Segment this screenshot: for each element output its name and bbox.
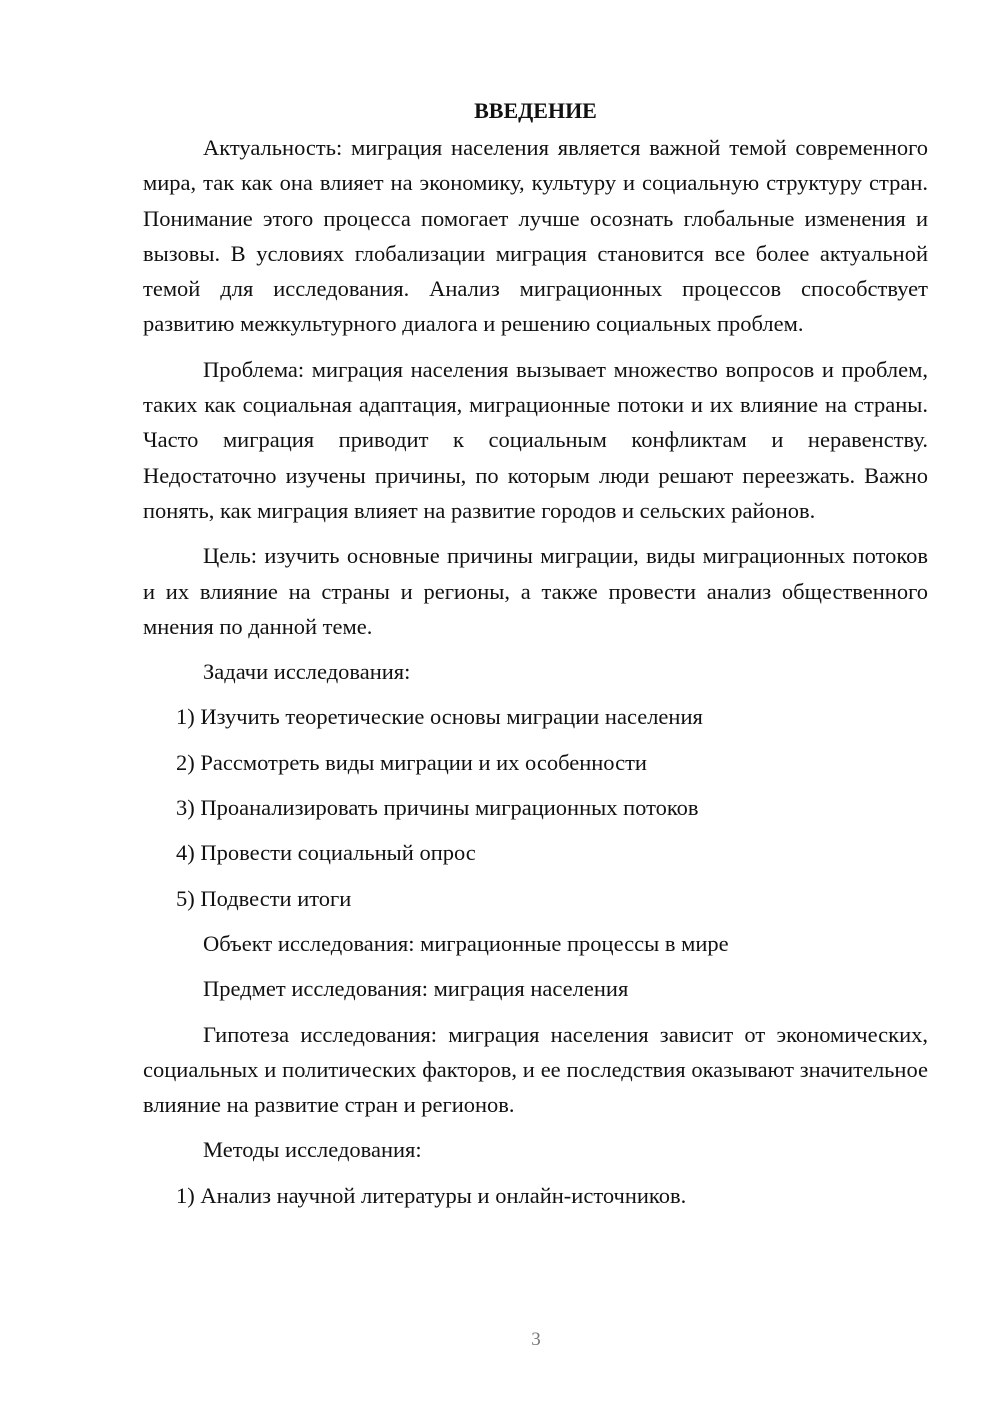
relevance-paragraph: Актуальность: миграция населения является важной темой современного мира, так как она влияет на экономику, культуру и социальную структуру стран. Понимание этого процесса помогает лучше осознать глобальные изменения и вызовы. В условиях глобализации миграция становится все более актуальной темой для исследования. Анализ миграционных процессов способствует развитию межкультурного диалога и решению социальных проблем. <box>143 135 928 337</box>
task-item: 3) Проанализировать причины миграционных потоков <box>176 795 699 821</box>
tasks-list <box>143 699 928 915</box>
task-item: 2) Рассмотреть виды миграции и их особенности <box>176 749 647 775</box>
task-item: 1) Изучить теоретические основы миграции населения <box>176 704 703 730</box>
problem-paragraph: Проблема: миграция населения вызывает множество вопросов и проблем, таких как социальная адаптация, миграционные потоки и их влияние на страны. Часто миграция приводит к социальным конфликтам и неравенству. Недостаточно изучены причины, по которым люди решают переезжать. Важно понять, как миграция влияет на развитие городов и сельских районов. <box>143 356 928 523</box>
hypothesis-paragraph: Гипотеза исследования: миграция населения зависит от экономических, социальных и политических факторов, и ее последствия оказывают значительное влияние на развитие стран и регионов. <box>143 1021 928 1118</box>
section-heading: ВВЕДЕНИЕ <box>474 98 597 123</box>
methods-title: Методы исследования: <box>203 1137 422 1163</box>
method-item: 1) Анализ научной литературы и онлайн-источников. <box>176 1182 687 1208</box>
task-item: 5) Подвести итоги <box>176 885 352 911</box>
goal-paragraph: Цель: изучить основные причины миграции, виды миграционных потоков и их влияние на страны и регионы, а также провести анализ общественного мнения по данной теме. <box>143 543 928 639</box>
object-paragraph: Объект исследования: миграционные процессы в мире <box>203 930 729 956</box>
page-content <box>143 96 928 1223</box>
task-item: 4) Провести социальный опрос <box>176 840 476 866</box>
page-number: 3 <box>531 1329 541 1350</box>
methods-list <box>143 1178 928 1213</box>
subject-paragraph: Предмет исследования: миграция населения <box>203 976 629 1002</box>
tasks-title: Задачи исследования: <box>203 659 411 685</box>
